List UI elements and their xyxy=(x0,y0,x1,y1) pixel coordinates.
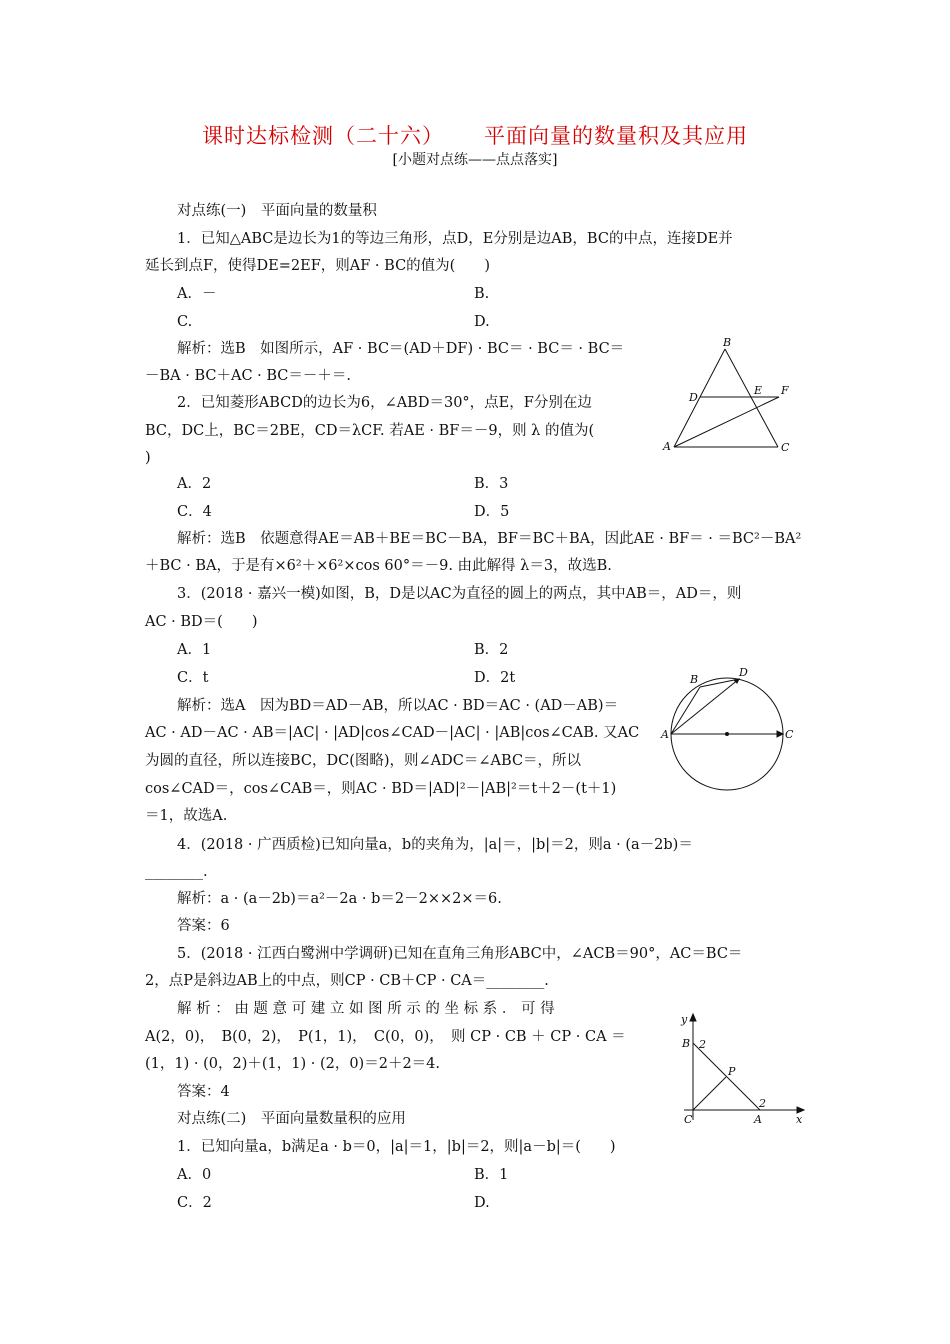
title-left: 课时达标检测（二十六） xyxy=(202,124,444,148)
circle-figure xyxy=(656,663,796,795)
question-3-option-b: B．2 xyxy=(474,642,509,658)
triangle-figure xyxy=(660,335,800,460)
practice-1-option-d: D. xyxy=(474,1195,490,1211)
question-3-option-d: D．2t xyxy=(474,670,516,686)
title-right: 平面向量的数量积及其应用 xyxy=(484,124,748,148)
label-a: A xyxy=(661,728,669,741)
label-a: A xyxy=(663,440,671,453)
question-4-solution: 解析：a · (a－2b)＝a²－2a · b＝2－2××2×＝6. xyxy=(177,891,502,907)
question-1-solution-2: －BA · BC＋AC · BC＝－＋＝. xyxy=(145,368,351,384)
question-2-solution-2: ＋BC · BA，于是有×6²＋×6²×cos 60°＝－9. 由此解得 λ＝3，故选B. xyxy=(145,558,612,574)
label-b: B xyxy=(723,336,732,349)
y-arrowhead xyxy=(690,1014,696,1021)
question-3-solution-3: 为圆的直径，所以连接BC，DC(图略)，则∠ADC＝∠ABC＝，所以 xyxy=(145,753,582,769)
question-2-option-a: A．2 xyxy=(177,476,212,492)
question-1-text-2: 延长到点F，使得DE=2EF，则AF · BC的值为( ) xyxy=(145,258,490,274)
question-3-option-c: C．t xyxy=(177,670,209,686)
segment-cp xyxy=(693,1077,726,1110)
question-2-option-b: B．3 xyxy=(474,476,509,492)
label-e: E xyxy=(754,384,763,397)
center-point xyxy=(725,732,729,736)
label-x: x xyxy=(796,1113,803,1126)
subtitle: [小题对点练——点点落实] xyxy=(392,152,558,168)
arrowhead-c xyxy=(777,731,783,737)
question-5-solution-2: A(2，0)， B(0，2)， P(1，1)， C(0，0)， 则 CP · CB ＋ CP · CA ＝ xyxy=(145,1029,626,1045)
label-b: B xyxy=(690,673,699,686)
section-heading-1: 对点练(一) 平面向量的数量积 xyxy=(177,203,377,219)
question-4-answer: 答案：6 xyxy=(177,918,230,934)
section-heading-2: 对点练(二) 平面向量数量积的应用 xyxy=(177,1111,406,1127)
label-c: C xyxy=(684,1113,693,1126)
label-d: D xyxy=(739,666,748,679)
question-3-text: 3．(2018 · 嘉兴一模)如图，B，D是以AC为直径的圆上的两点，其中AB＝，AD＝，则 xyxy=(177,586,742,602)
label-a: A xyxy=(754,1113,762,1126)
question-3-solution-2: AC · AD－AC · AB＝|AC| · |AD|cos∠CAD－|AC| · |AB|cos∠CAB. 又AC xyxy=(145,725,640,741)
label-x-two: 2 xyxy=(759,1097,766,1110)
question-4-text: 4．(2018 · 广西质检)已知向量a，b的夹角为，|a|＝，|b|＝2，则a · (a－2b)＝ xyxy=(177,837,693,853)
question-5-text-2: 2，点P是斜边AB上的中点，则CP · CB＋CP · CA＝________. xyxy=(145,973,549,989)
question-4-text-2: ________. xyxy=(145,864,208,880)
segment-bd xyxy=(700,679,739,687)
question-5-text: 5．(2018 · 江西白鹭洲中学调研)已知在直角三角形ABC中，∠ACB＝90°，AC＝BC＝ xyxy=(177,946,743,962)
question-3-option-a: A．1 xyxy=(177,642,212,658)
question-1-text: 1．已知△ABC是边长为1的等边三角形，点D，E分别是边AB，BC的中点，连接DE并 xyxy=(177,231,733,247)
label-b: B xyxy=(682,1037,691,1050)
segment-af xyxy=(674,397,779,447)
practice-1-option-a: A．0 xyxy=(177,1167,212,1183)
question-3-text-2: AC · BD＝( ) xyxy=(145,614,258,630)
question-1-solution: 解析：选B 如图所示，AF · BC＝(AD＋DF) · BC＝ · BC＝ · BC＝ xyxy=(177,341,625,357)
question-1-option-d: D. xyxy=(474,314,490,330)
question-2-text-2: BC，DC上，BC＝2BE，CD＝λCF. 若AE · BF＝－9，则 λ 的值为( xyxy=(145,423,595,439)
question-1-option-b: B. xyxy=(474,286,490,302)
question-5-answer: 答案：4 xyxy=(177,1084,230,1100)
question-5-solution-3: (1，1) · (0，2)＋(1，1) · (2，0)＝2＋2＝4. xyxy=(145,1056,440,1072)
label-d: D xyxy=(689,391,698,404)
label-f: F xyxy=(781,384,789,397)
question-2-option-d: D．5 xyxy=(474,504,510,520)
question-2-text-3: ) xyxy=(145,450,151,466)
question-2-text: 2．已知菱形ABCD的边长为6，∠ABD＝30°，点E，F分别在边 xyxy=(177,395,592,411)
question-3-solution-4: cos∠CAD＝，cos∠CAB＝，则AC · BD＝|AD|²－|AB|²＝t＋2－(t＋1) xyxy=(145,781,617,797)
practice-1-text: 1．已知向量a，b满足a · b＝0，|a|＝1，|b|＝2，则|a－b|＝( ) xyxy=(177,1139,616,1155)
question-2-option-c: C．4 xyxy=(177,504,212,520)
label-c: C xyxy=(781,441,790,454)
question-1-option-a: A．－ xyxy=(177,286,217,302)
edge-bc xyxy=(725,349,778,447)
practice-1-option-c: C．2 xyxy=(177,1195,212,1211)
label-y: y xyxy=(681,1013,688,1026)
question-5-solution: 解 析 ： 由 题 意 可 建 立 如 图 所 示 的 坐 标 系 ． 可 得 xyxy=(177,1001,555,1017)
practice-1-option-b: B．1 xyxy=(474,1167,509,1183)
label-y-two: 2 xyxy=(699,1038,706,1051)
page-title xyxy=(0,120,950,150)
question-1-option-c: C. xyxy=(177,314,193,330)
label-c: C xyxy=(785,728,794,741)
label-p: P xyxy=(728,1065,736,1078)
question-3-solution-5: ＝1，故选A. xyxy=(145,808,228,824)
question-3-solution: 解析：选A 因为BD＝AD－AB，所以AC · BD＝AC · (AD－AB)＝ xyxy=(177,698,619,714)
edge-ab xyxy=(674,349,725,447)
segment-ad xyxy=(671,679,739,734)
segment-ab xyxy=(671,687,700,734)
coordinate-figure xyxy=(672,1010,812,1130)
question-2-solution: 解析：选B 依题意得AE＝AB＋BE＝BC－BA，BF＝BC＋BA，因此AE · BF＝ · ＝BC²－BA² xyxy=(177,531,802,547)
